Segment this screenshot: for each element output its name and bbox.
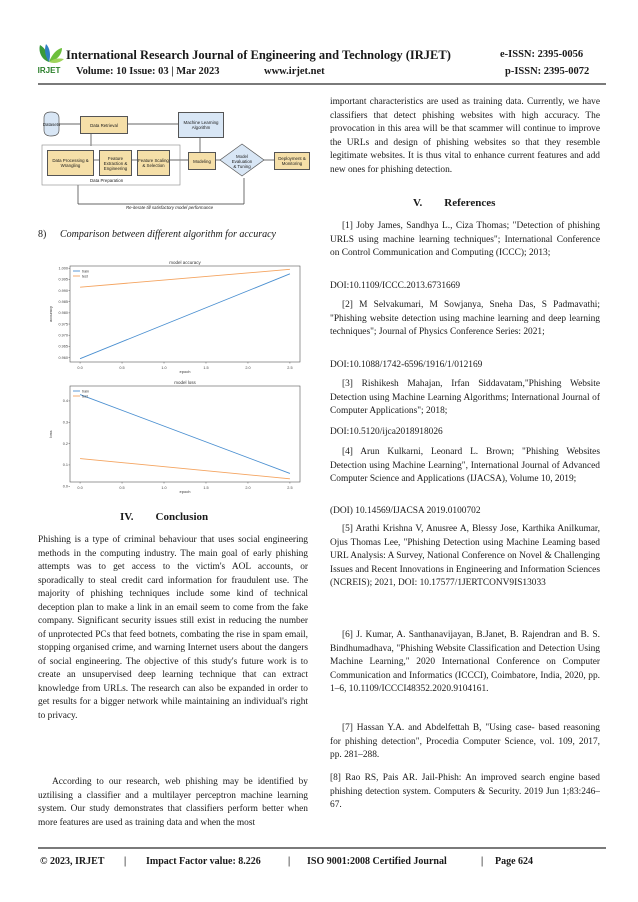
footer-impact-factor: Impact Factor value: 8.226 [146, 856, 261, 867]
reference-1: [1] Joby James, Sandhya L., Ciza Thomas; "Detection of phishing URLS using machine learning techniques"; International Conference on Control Communication and Computing (ICCC); 2013; [330, 221, 600, 258]
footer-separator-2: | [288, 856, 291, 867]
footer-page-number: Page 624 [495, 856, 534, 867]
datasets-label: Datasets [42, 121, 61, 127]
reference-4: [4] Arun Kulkarni, Leonard L. Brown; "Phishing Websites Detection using Machine Learning", International Journal of Advanced Computer Science and Applications (IJACSA), Volume 10, 2019; [330, 447, 600, 484]
footer-copyright: © 2023, IRJET [40, 856, 105, 867]
header-rule [38, 83, 606, 85]
reference-3: [3] Rishikesh Mahajan, Irfan Siddavatam,"Phishing Website Detection using Machine Learning Algorithms; International Journal of Computer Applications"; 2018; [330, 379, 600, 416]
x-tick-label: 2.5 [287, 486, 293, 490]
x-tick-label: 1.0 [161, 366, 167, 370]
ml-pipeline-diagram [38, 100, 310, 212]
legend-label-train: train [82, 269, 89, 274]
item-8-number: 8) [38, 229, 47, 240]
data-retrieval-box: Data Retrieval [80, 116, 128, 134]
deployment-box: Deployment & Monitoring [274, 152, 310, 170]
y-tick-label: 0.970 [58, 333, 68, 338]
reference-3-doi[interactable]: DOI:10.5120/ijca2018918026 [330, 427, 443, 437]
x-tick-label: 1.0 [161, 486, 167, 490]
logo-text: IRJET [37, 66, 61, 75]
reference-4-doi[interactable]: (DOI) 10.14569/IJACSA 2019.0100702 [330, 506, 481, 516]
chart-title: model accuracy [169, 260, 201, 265]
legend-label-test: test [82, 274, 88, 279]
model-evaluation-label: Model Evaluation & Tuning [231, 154, 253, 169]
reference-5: [5] Arathi Krishna V, Anusree A, Blessy Jose, Karthika Anilkumar, Ojus Thomas Lee, "Phishing Detection using Machine Leaming based URL Analysis: A Survey, National Conference on Novel & Challenging Issues and Recent Innovations in Engineering and Information Sciences (NCREIS); 2021, DOI: 10.17577/1JERTCONV9IS13033 [330, 524, 600, 588]
y-tick-label: 0.3 [62, 420, 68, 425]
x-tick-label: 2.0 [245, 486, 251, 490]
reiterate-label: Re-iterate till satisfactory model performance [126, 205, 214, 210]
accuracy-chart [46, 258, 310, 376]
x-tick-label: 2.5 [287, 366, 293, 370]
x-tick-label: 0.0 [77, 366, 83, 370]
x-axis-label: epoch [179, 369, 191, 374]
plot-area [70, 266, 300, 362]
y-tick-label: 0.2 [62, 441, 68, 446]
y-tick-label: 0.0 [62, 484, 68, 489]
y-tick-label: 0.4 [62, 399, 68, 404]
y-tick-label: 0.965 [58, 344, 68, 349]
x-axis-label: epoch [179, 489, 191, 494]
x-tick-label: 0.0 [77, 486, 83, 490]
chart-title: model loss [174, 380, 196, 385]
reference-8: [8] Rao RS, Pais AR. Jail-Phish: An improved search engine based phishing detection system. Computers & Security. 2019 Jun 1;83:246–67. [330, 773, 600, 810]
x-tick-label: 0.5 [119, 366, 125, 370]
legend-label-test: test [82, 394, 88, 399]
y-tick-label: 0.995 [58, 277, 68, 282]
y-tick-label: 0.985 [58, 300, 68, 305]
feature-extraction-box: Feature Extraction & Engineering [99, 150, 132, 176]
footer-separator-3: | [481, 856, 484, 867]
x-tick-label: 2.0 [245, 366, 251, 370]
loss-chart [46, 378, 310, 496]
y-tick-label: 0.980 [58, 311, 68, 316]
journal-url[interactable]: www.irjet.net [264, 66, 325, 77]
y-tick-label: 0.990 [58, 288, 68, 293]
conclusion-paragraph-1: Phishing is a type of criminal behaviour that uses social engineering methods in the computing industry. The main goal of early phishing attempts was to get access to the victim's AOL accounts, or sporadically to steal credit card information for fraudulent use. The majority of phishing techniques include some kind of technical deception plan to make a link in an email seem to come from the fake company. Significant security issues still exist in reducing the number of unprotected PCs that feed botnets, combating the rise in spam email, stopping organised crime, and warning Internet users about the dangers of social engineering. The objective of this study's future work is to create an unsupervised deep learning technique that can extract knowledge from URLs. The research can also be expanded in order to get results for a bigger network while maintaining an individual's right to privacy. [38, 535, 308, 721]
reference-1-doi[interactable]: DOI:10.1109/ICCC.2013.6731669 [330, 281, 461, 291]
footer-iso: ISO 9001:2008 Certified Journal [307, 856, 447, 867]
y-axis-label: accuracy [48, 305, 53, 323]
item-8-text: Comparison between different algorithm for accuracy [60, 229, 276, 240]
y-axis-label: loss [48, 430, 53, 438]
references-heading: V. References [413, 197, 496, 209]
y-tick-label: 0.975 [58, 322, 68, 327]
y-tick-label: 0.1 [62, 463, 68, 468]
modeling-box: Modeling [188, 152, 216, 170]
footer-separator-1: | [124, 856, 127, 867]
legend-label-train: train [82, 389, 89, 394]
x-tick-label: 1.5 [203, 366, 209, 370]
reference-6: [6] J. Kumar, A. Santhanavijayan, B.Janet, B. Rajendran and B. S. Bindhumadhava, "Phishing Website Classification and Detection Using Machine Learning," 2020 International Conference on Computer Communication and Informatics (ICCCI), Coimbatore, India, 2020, pp. 1–6, 10.1109/ICCCI48352.2020.9104161. [330, 630, 600, 694]
pissn: p-ISSN: 2395-0072 [505, 66, 590, 77]
footer-rule [38, 847, 606, 849]
feature-scaling-box: Feature Scaling & Selection [137, 150, 170, 176]
conclusion-heading: IV. Conclusion [120, 511, 209, 523]
y-tick-label: 0.960 [58, 355, 68, 360]
reference-2-doi[interactable]: DOI:10.1088/1742-6596/1916/1/012169 [330, 360, 483, 370]
conclusion-paragraph-2-continued: important characteristics are used as training data. Currently, we have classifiers that detect phishing websites with high accuracy. The provocation in this area will be that scammer will continue to improve the URLs and design of phishing websites so that they resemble legitimate websites. It is thus vital to enhance current features and add new ones for phishing detection. [330, 97, 600, 175]
journal-logo [32, 42, 66, 78]
eissn: e-ISSN: 2395-0056 [500, 49, 584, 60]
x-tick-label: 1.5 [203, 486, 209, 490]
volume-issue: Volume: 10 Issue: 03 | Mar 2023 [76, 66, 220, 77]
data-processing-box: Data Processing & Wrangling [47, 150, 94, 176]
x-tick-label: 0.5 [119, 486, 125, 490]
journal-title: International Research Journal of Engineering and Technology (IRJET) [66, 48, 451, 62]
data-preparation-label: Data Preparation [90, 178, 124, 183]
conclusion-paragraph-2: According to our research, web phishing may be identified by uztilising a classifier and a multilayer perceptron machine learning system. Our study demonstrates that classifiers perform better when more features are used as training data and when the most [38, 777, 308, 828]
reference-7: [7] Hassan Y.A. and Abdelfettah B, "Using case- based reasoning for phishing detection", Procedia Computer Science, vol. 109, 2017, pp. 281–288. [330, 723, 600, 760]
reference-2: [2] M Selvakumari, M Sowjanya, Sneha Das, S Padmavathi; "Phishing website detection using machine learning and deep learning techniques"; Journal of Physics Conference Series: 2021; [330, 300, 600, 337]
y-tick-label: 1.000 [58, 266, 68, 271]
ml-algorithm-box: Machine Learning Algorithm [178, 112, 224, 138]
